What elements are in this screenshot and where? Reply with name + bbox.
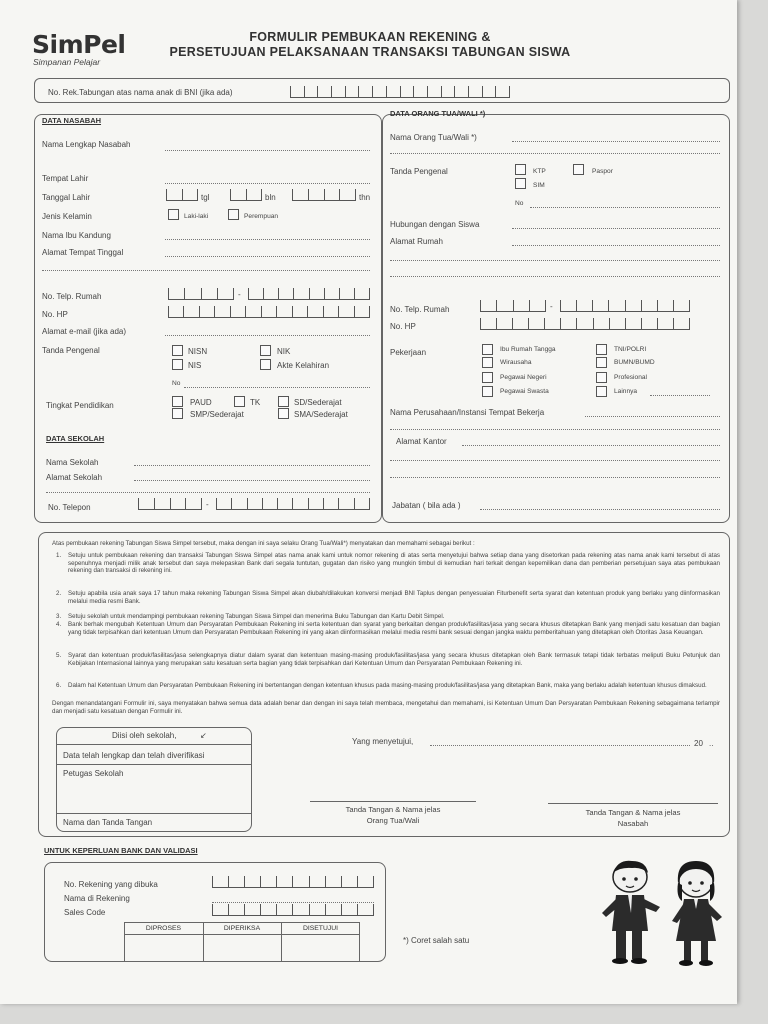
school-name-input[interactable] (134, 465, 370, 466)
parent-id-number-input[interactable] (530, 207, 720, 208)
nik-checkbox[interactable] (260, 345, 271, 356)
bank-heading: UNTUK KEPERLUAN BANK DAN VALIDASI (44, 846, 198, 855)
parent-name-label: Nama Orang Tua/Wali *) (390, 133, 477, 142)
school-name-label: Nama Sekolah (46, 458, 99, 467)
akte-checkbox[interactable] (260, 359, 271, 370)
sim-checkbox[interactable] (515, 178, 526, 189)
position-label: Jabatan ( bila ada ) (392, 501, 461, 510)
parent-id-number-label: No (515, 200, 524, 207)
data-nasabah-heading: DATA NASABAH (42, 116, 102, 125)
paspor-checkbox[interactable] (573, 164, 584, 175)
school-verify-divider-2 (56, 764, 252, 765)
agreement-closing: Dengan menandatangani Formulir ini, saya menyatakan bahwa semua data adalah benar dan dengan ini saya telah membaca, mengetahui dan memahami, isi Ketentuan Umum Dan Persyaratan Pembukaan Rekening sebagaimana terlampir dan menjadi satu kesatuan dengan Formulir ini. (52, 700, 720, 715)
ktp-checkbox[interactable] (515, 164, 526, 175)
agreement-num-1: 1. (56, 552, 62, 559)
wirausaha-checkbox[interactable] (482, 357, 493, 368)
school-phone-input[interactable] (216, 498, 370, 510)
full-name-input[interactable] (165, 150, 370, 151)
sd-label: SD/Sederajat (294, 398, 342, 407)
home-phone-area-input[interactable] (168, 288, 234, 300)
birthdate-label: Tanggal Lahir (42, 193, 91, 202)
nisn-label: NISN (188, 347, 208, 356)
parent-name-input-2[interactable] (390, 153, 720, 154)
approved-by-label: Yang menyetujui, (352, 737, 414, 746)
school-verify-box (56, 727, 252, 832)
school-address-input-2[interactable] (46, 492, 370, 493)
customer-signature-line[interactable] (548, 803, 718, 804)
bank-account-name-input[interactable] (212, 902, 374, 903)
year-label: 20 (694, 739, 703, 748)
relationship-label: Hubungan dengan Siswa (390, 220, 480, 229)
parent-address-input-3[interactable] (390, 276, 720, 277)
col-diperiksa: DIPERIKSA (223, 925, 261, 932)
birthplace-label: Tempat Lahir (42, 174, 89, 183)
email-label: Alamat e-mail (jika ada) (42, 327, 127, 336)
parent-mobile-input[interactable] (480, 318, 690, 330)
paud-checkbox[interactable] (172, 396, 183, 407)
company-label: Nama Perusahaan/Instansi Tempat Bekerja (390, 408, 545, 417)
company-input-1[interactable] (585, 416, 720, 417)
paspor-label: Paspor (592, 168, 613, 175)
full-name-label: Nama Lengkap Nasabah (42, 140, 131, 149)
tni-checkbox[interactable] (596, 344, 607, 355)
parent-signature-label-2: Orang Tua/Wali (366, 816, 420, 825)
smp-label: SMP/Sederajat (190, 410, 244, 419)
mobile-label: No. HP (42, 310, 68, 319)
mother-name-label: Nama Ibu Kandung (42, 231, 111, 240)
birth-year-input[interactable] (292, 189, 356, 201)
parent-mobile-label: No. HP (390, 322, 416, 331)
home-phone-label: No. Telp. Rumah (42, 292, 102, 301)
existing-account-label: No. Rek.Tabungan atas nama anak di BNI (jika ada) (48, 88, 233, 97)
tk-checkbox[interactable] (234, 396, 245, 407)
home-phone-input[interactable] (248, 288, 370, 300)
girl-figure (672, 861, 722, 966)
agreement-item-4: Bank berhak mengubah Ketentuan Umum dan Persyaratan Pembukaan Rekening ini serta ketentuan dan syarat yang berkaitan dengan produk/fasilitas/jasa yang secara khusus ditetapkan Bank yang menjadi satu kesatuan dan bagian yang tidak terpisahkan dari ketentuan Umum dan Persyaratan Pembukaan Rekening ini yang akan diinformasikan melalui media resmi bank sesuai dengan jangka waktu pemberitahuan yang ditetapkan oleh Otoritas Jasa Keuangan. (68, 621, 720, 636)
tk-label: TK (250, 398, 261, 407)
school-officer-label: Petugas Sekolah (63, 769, 124, 778)
parent-home-phone-label: No. Telp. Rumah (390, 305, 450, 314)
agreement-num-3: 3. (56, 613, 62, 620)
parent-signature-label-1: Tanda Tangan & Nama jelas (345, 805, 441, 814)
school-verify-divider-3 (56, 813, 252, 814)
gender-female-checkbox[interactable] (228, 209, 239, 220)
student-mascots-illustration (598, 855, 730, 975)
agreement-item-3: Setuju sekolah untuk mendampingi pembukaan rekening Tabungan Siswa Simpel dan menerima Buku Tabungan dan Kartu Debit Simpel. (68, 613, 445, 620)
gender-female-label: Perempuan (244, 213, 279, 220)
form-title-line2: PERSETUJUAN PELAKSANAAN TRANSAKSI TABUNGAN SISWA (169, 45, 571, 59)
sim-label: SIM (533, 182, 545, 189)
existing-account-input[interactable] (290, 86, 510, 98)
school-verify-arrow: ↙ (200, 731, 207, 740)
birth-day-input[interactable] (166, 189, 198, 201)
bumn-label: BUMN/BUMD (614, 359, 655, 366)
wirausaha-label: Wirausaha (500, 359, 532, 366)
nis-label: NIS (188, 361, 202, 370)
validation-header-divider (124, 934, 360, 935)
customer-signature-label-1: Tanda Tangan & Nama jelas (585, 808, 681, 817)
customer-signature-label-2: Nasabah (617, 819, 649, 828)
office-address-input-1[interactable] (462, 445, 720, 446)
bank-account-input[interactable] (212, 876, 374, 888)
sma-checkbox[interactable] (278, 408, 289, 419)
office-address-input-2[interactable] (390, 460, 720, 461)
office-address-label: Alamat Kantor (396, 437, 447, 446)
agreement-item-6: Dalam hal Ketentuan Umum dan Persyaratan Pembukaan Rekening ini bertentangan dengan ketentuan khusus pada masing-masing produk/fasilitas/jasa yang ditetapkan Bank, maka yang berlaku adalah ketentuan khusus dimaksud. (68, 682, 707, 689)
pns-checkbox[interactable] (482, 372, 493, 383)
sd-checkbox[interactable] (278, 396, 289, 407)
school-verify-divider-1 (56, 744, 252, 745)
gender-male-checkbox[interactable] (168, 209, 179, 220)
phone-dash: - (238, 290, 241, 299)
lainnya-input[interactable] (650, 395, 710, 396)
address-input-2[interactable] (42, 270, 370, 271)
school-phone-dash: - (206, 500, 209, 509)
profesional-checkbox[interactable] (596, 372, 607, 383)
birthplace-input[interactable] (165, 183, 370, 184)
footnote: *) Coret salah satu (403, 936, 470, 945)
gender-male-label: Laki-laki (184, 213, 209, 220)
paud-label: PAUD (190, 398, 212, 407)
col-disetujui: DISETUJUI (302, 925, 339, 932)
id-number-input[interactable] (184, 387, 370, 388)
bumn-checkbox[interactable] (596, 357, 607, 368)
position-input[interactable] (480, 509, 720, 510)
irt-label: Ibu Rumah Tangga (500, 346, 556, 353)
data-ortu-heading: DATA ORANG TUA/WALI *) (390, 109, 486, 118)
agreement-item-2: Setuju apabila usia anak saya 17 tahun maka rekening Tabungan Siswa Simpel akan diubah/dilakukan konversi menjadi BNI Taplus dengan penyesuaian Fiturbenefit serta syarat dan ketentuan produk yang berlaku yang diinformasikan melalui media resmi Bank. (68, 590, 720, 605)
year-dots: .. (709, 739, 714, 748)
parent-home-phone-input[interactable] (560, 300, 690, 312)
tni-label: TNI/POLRI (614, 346, 647, 353)
school-phone-area-input[interactable] (138, 498, 202, 510)
col-diproses: DIPROSES (145, 925, 182, 932)
id-number-label: No (172, 380, 181, 387)
bank-account-label: No. Rekening yang dibuka (64, 880, 158, 889)
office-address-input-3[interactable] (390, 477, 720, 478)
boy-figure (602, 861, 660, 964)
address-label: Alamat Tempat Tinggal (42, 248, 124, 257)
gender-label: Jenis Kelamin (42, 212, 92, 221)
relationship-input[interactable] (512, 228, 720, 229)
simpel-tagline: Simpanan Pelajar (33, 57, 101, 67)
profesional-label: Profesional (614, 374, 647, 381)
parent-id-label: Tanda Pengenal (390, 167, 448, 176)
smp-checkbox[interactable] (172, 408, 183, 419)
nik-label: NIK (277, 347, 291, 356)
nisn-checkbox[interactable] (172, 345, 183, 356)
mother-name-input[interactable] (165, 239, 370, 240)
swasta-label: Pegawai Swasta (500, 388, 549, 395)
school-verify-header: Diisi oleh sekolah, (112, 731, 177, 740)
school-address-input-1[interactable] (134, 480, 370, 481)
pns-label: Pegawai Negeri (500, 374, 547, 381)
agreement-intro: Atas pembukaan rekening Tabungan Siswa Simpel tersebut, maka dengan ini saya selaku Orang Tua/Wali*) menyatakan dan memahami sebagai berikut : (52, 540, 475, 547)
irt-checkbox[interactable] (482, 344, 493, 355)
form-title-line1: FORMULIR PEMBUKAAN REKENING & (249, 30, 491, 44)
school-verify-line1: Data telah lengkap dan telah diverifikasi (63, 751, 205, 760)
agreement-num-4: 4. (56, 621, 62, 628)
parent-phone-dash: - (550, 302, 553, 311)
school-phone-label: No. Telepon (48, 503, 91, 512)
mobile-input[interactable] (168, 306, 370, 318)
lainnya-checkbox[interactable] (596, 386, 607, 397)
occupation-label: Pekerjaan (390, 348, 427, 357)
student-id-label: Tanda Pengenal (42, 346, 100, 355)
tgl-label: tgl (201, 193, 210, 202)
swasta-checkbox[interactable] (482, 386, 493, 397)
parent-signature-line[interactable] (310, 801, 476, 802)
lainnya-label: Lainnya (614, 388, 638, 395)
company-input-2[interactable] (390, 429, 720, 430)
school-signature-label: Nama dan Tanda Tangan (63, 818, 153, 827)
ktp-label: KTP (533, 168, 546, 175)
thn-label: thn (359, 193, 371, 202)
school-address-label: Alamat Sekolah (46, 473, 103, 482)
parent-name-input-1[interactable] (512, 141, 720, 142)
agreement-num-6: 6. (56, 682, 62, 689)
data-sekolah-heading: DATA SEKOLAH (46, 434, 105, 443)
address-input-1[interactable] (165, 256, 370, 257)
bank-account-name-label: Nama di Rekening (64, 894, 130, 903)
bln-label: bln (265, 193, 276, 202)
sales-code-input[interactable] (212, 904, 374, 916)
sma-label: SMA/Sederajat (294, 410, 348, 419)
place-date-input[interactable] (430, 745, 690, 746)
agreement-item-1: Setuju untuk pembukaan rekening dan transaksi Tabungan Siswa Simpel atas nama anak kami untuk nomor rekening di atas serta menyetujui bahwa setiap dana yang disetorkan pada rekening atas nama anak kami tersebut di atas sepenuhnya menjadi milik anak tersebut dan saya melepaskan Bank dari segala tuntutan, gugatan dan risiko yang mungkin timbul di kemudian hari terkait dengan kepemilikan dana dan pemberian persetujuan saya atas pembukaan rekening dan transaksi di rekening ini. (68, 552, 720, 575)
simpel-logo: SimPel (32, 30, 126, 59)
sales-code-label: Sales Code (64, 908, 106, 917)
birth-month-input[interactable] (230, 189, 262, 201)
akte-label: Akte Kelahiran (277, 361, 330, 370)
parent-address-label: Alamat Rumah (390, 237, 443, 246)
parent-phone-area-input[interactable] (480, 300, 546, 312)
agreement-item-5: Syarat dan ketentuan produk/fasilitas/jasa selengkapnya diatur dalam syarat dan ketentuan masing-masing produk/fasilitas/jasa yang secara khusus ditetapkan oleh Bank termasuk tetapi tidak terbatas meliputi Buku Petunjuk dan Kebijakan Internasional lainnya yang merupakan satu kesatuan serta bagian yang tidak terpisahkan dari Ketentuan Umum dan Persyaratan Pembukaan Rekening ini. (68, 652, 720, 667)
agreement-num-2: 2. (56, 590, 62, 597)
nis-checkbox[interactable] (172, 359, 183, 370)
parent-address-input-1[interactable] (512, 245, 720, 246)
parent-address-input-2[interactable] (390, 260, 720, 261)
agreement-num-5: 5. (56, 652, 62, 659)
education-label: Tingkat Pendidikan (46, 401, 114, 410)
email-input[interactable] (165, 335, 370, 336)
